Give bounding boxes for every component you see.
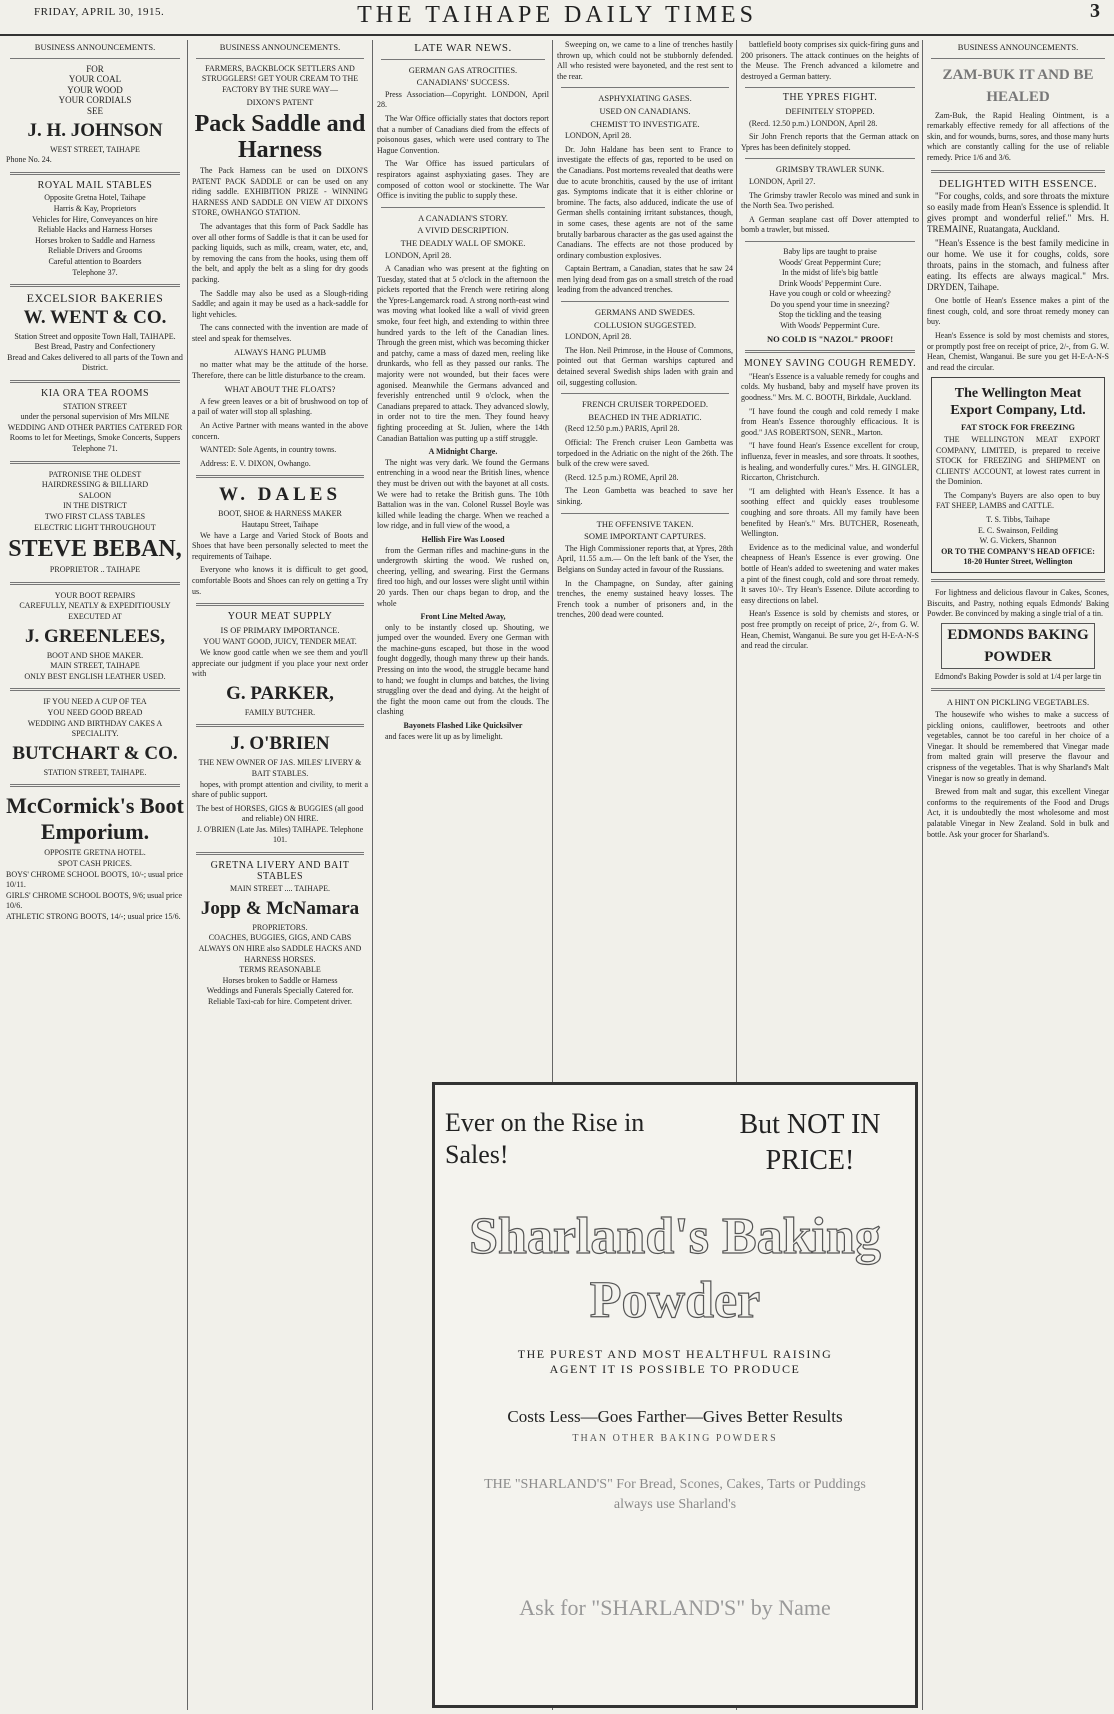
obrien-name: J. O'BRIEN — [230, 733, 330, 755]
ad-costs-line: Costs Less—Goes Farther—Gives Better Results — [507, 1407, 843, 1426]
column-2: BUSINESS ANNOUNCEMENTS. FARMERS, BACKBLOCK SETTLERS AND STRUGGLERS! GET YOUR CREAM TO THE FACTORY BY THE SURE WAY— DIXON'S PATENT Pack Saddle and Harness The Pack Harness can be used on DIXON'S PATENT PACK SADDLE or can be used on any riding saddle. EXHIBITION PRIZE - WINNING HARNESS AND SADDLE ON VIEW AT DIXON'S STORE, OWHANGO STATION. The advantages that this form of Pack Saddle has over all other forms of Saddle is that it can be used for packing liquids, such as milk, cream, water, etc, and, by removing the cans from the hooks, using them off the belt, and apply the belt as a sling for dry goods packing. The Saddle may also be used as a Slough-riding Saddle; and again it may be used as a hack-saddle for light vehicles. The cans connected with the invention are made of steel and speak for themselves. ALWAYS HANG PLUMB no matter what may be the attitude of the horse. Therefore, there can be little disturbance to the cream. WHAT ABOUT THE FLOATS? A few green leaves or a bit of brushwood on top of a pail of water will stop all splashing. An Active Partner with means wanted in the above concern. WANTED: Sole Agents, in country towns. Address: E. V. DIXON, Owhango. W. DALES BOOT, SHOE & HARNESS MAKER Hautapu Street, Taihape We have a Large and Varied Stock of Boots and Shoes that have been personally selected to meet the requirements of Taihape. Everyone who knows it is difficult to get good, comfortable Boots and Shoes can rely on getting a Try us. YOUR MEAT SUPPLY IS OF PRIMARY IMPORTANCE. YOU WANT GOOD, JUICY, TENDER MEAT. We know good cattle when we see them and you'll appreciate our judgment if you place your next order with G. PARKER, FAMILY BUTCHER. J. O'BRIEN THE NEW OWNER OF JAS. MILES' LIVERY & BAIT STABLES. hopes, with prompt attention and civility, to merit a share of public support. The best of HORSES, GIGS & BUGGIES (all good and reliable) ON HIRE. J. O'BRIEN (Late Jas. Miles) TAIHAPE. Telephone 101. GRETNA LIVERY AND BAIT STABLES MAIN STREET .... TAIHAPE. Jopp & McNamara PROPRIETORS. COACHES, BUGGIES, GIGS, AND CABS ALWAYS ON HIRE also SADDLE HACKS AND HARNESS HORSES. TERMS REASONABLE Horses broken to Saddle or Harness Weddings and Funerals Specially Catered for. Reliable Taxi-cab for hire. Competent driver. — [192, 42, 368, 1006]
ad-faded-text: THE "SHARLAND'S" For Bread, Scones, Cakes, Tarts or Puddings always use Sharland's — [484, 1477, 866, 1512]
stables-heading: ROYAL MAIL STABLES — [37, 179, 153, 191]
ad-than-line: THAN OTHER BAKING POWDERS — [572, 1433, 778, 1444]
coal-merchant: J. H. JOHNSON — [27, 119, 163, 141]
dales-name: W. DALES — [218, 484, 342, 506]
column-rule — [372, 40, 373, 1710]
zambuk-heading: ZAM-BUK IT AND BE HEALED — [942, 66, 1094, 105]
coal-ad: FOR YOUR COAL YOUR WOOD YOUR CORDIALS SEE — [58, 63, 132, 116]
bootmaker-name: J. GREENLEES, — [25, 625, 165, 647]
ad-right-slogan: But NOT IN PRICE! — [739, 1109, 881, 1176]
meat-company-ad: The Wellington Meat Export Company, Ltd. FAT STOCK FOR FREEZING THE WELLINGTON MEAT EXPORT COMPANY, LIMITED, is prepared to receive STOCK for FREEZING and SHIPMENT on CLIENTS' ACCOUNT, at lowest rates current in the Dominion. The Company's Buyers are also open to buy FAT SHEEP, LAMBS and CATTLE. T. S. Tibbs, Taihape E. C. Swainson, Feilding W. G. Vickers, Shannon OR TO THE COMPANY'S HEAD OFFICE: 18-20 Hunter Street, Wellington — [931, 377, 1105, 573]
baker-name: BUTCHART & CO. — [12, 742, 178, 764]
ad-left-slogan: Ever on the Rise in Sales! — [445, 1108, 645, 1169]
column-4: Sweeping on, we came to a line of trenches hastily thrown up, which could not be stubbornly defended. All who resisted were bayoneted, and the rest sent to the rear. ASPHYXIATING GASES. USED ON CANADIANS. CHEMIST TO INVESTIGATE. LONDON, April 28. Dr. John Haldane has been sent to France to investigate the effects of gas, reported to be used on the Canadians. Post mortems revealed that deaths were due to acute bronchitis, caused by the use of irritant gas. Symptoms indicate that it is either chlorine or bromine. The facts, also adduced, indicate the use of German shells containing irritant substances, though, in some cases, these agents are not of the same brutally barbarous character as the gas used against the Canadians. The effects are not those produced by ordinary combustion explosives. Captain Bertram, a Canadian, states that he saw 24 men lying dead from gas on a small stretch of the road leading from the advanced trenches. GERMANS AND SWEDES. COLLUSION SUGGESTED. LONDON, April 28. The Hon. Neil Primrose, in the House of Commons, pointed out that German warships captured and detained several Swedish ships laden with grain and oil, suggesting collusion. FRENCH CRUISER TORPEDOED. BEACHED IN THE ADRIATIC. (Recd 12.50 p.m.) PARIS, April 28. Official: The French cruiser Leon Gambetta was torpedoed in the Adriatic on the night of the 26th. The bulk of the crew were saved. (Recd. 12.5 p.m.) ROME, April 28. The Leon Gambetta was beached to save her sinking. THE OFFENSIVE TAKEN. SOME IMPORTANT CAPTURES. The High Commissioner reports that, at Ypres, 28th April, 11.55 a.m.— On the left bank of the Yser, the Belgians on Sunday acted in favour of the Russians. In the Champagne, on Sunday, after gaining trenches, the enemy sustained heavy losses. The French took a number of prisoners and, in the trenches, 200 dead were counted. — [557, 40, 733, 620]
column-3: LATE WAR NEWS. GERMAN GAS ATROCITIES. CANADIANS' SUCCESS. Press Association—Copyright. LONDON, April 28. The War Office officially states that doctors report that a number of Canadians died from the effects of poisonous gases, which were used contrary to The Hague Convention. The War Office has issued particulars of respirators against asphyxiating gases. They are composed of cotton wool or stockinette. The War Office is inviting the public to supply these. A CANADIAN'S STORY. A VIVID DESCRIPTION. THE DEADLY WALL OF SMOKE. LONDON, April 28. A Canadian who was present at the fighting on Tuesday, stated that at 5 o'clock in the afternoon the pickets reported that the French were retiring along the Ypres-Langemarck road. A strong north-east wind was moving what looked like a wall of vivid green smoke, four feet high, and extending to within three hundred yards to the left of the Canadian lines. Through the green mist, which was becoming thicker and patchy, came a mass of dazed men, reeling like drunkards, who fell as they passed our ranks. The majority were not wounded, but their faces were agonised. Meanwhile the Germans advanced and feverishly entrenched until 9 o'clock, when the Canadians prepared to attack. They advanced slowly, in order not to tire the men. They found heavy fighting proceeding at St. Julien, where the 14th Canadian Battalion was putting up a stiff struggle. A Midnight Charge. The night was very dark. We found the Germans entrenching in a wood near the British lines, whence they must be driven out with the bayonet at all costs. We were had to retake the British guns. The 10th Battalion was in the van. Colonel Russel Boyle was killed while leading the charge. When we reached a low ridge, and in full view of the wood, a Hellish Fire Was Loosed from the German rifles and machine-guns in the undergrowth skirting the wood. We rushed on, cheering, yelling, and swearing. First the Germans fired too high, and our losses were slight until within 20 yards. Then our chaps began to drop, and the whole Front Line Melted Away, only to be instantly closed up. Shouting, we jumped over the wounded. Every one German with the machine-guns escaped, but those in the wood fought doggedly, though many threw up their hands. Pressing on into the wood, the struggle became hand to hand; we fought in clumps and batches, the living struggling over the dead and dying. At the height of the fight the moon came out from the clouds. The clashing Bayonets Flashed Like Quicksilver and faces were lit up as by limelight. — [377, 42, 549, 741]
newspaper-title: THE TAIHAPE DAILY TIMES — [357, 2, 757, 28]
jopp-name: Jopp & McNamara — [200, 897, 360, 919]
ad-brand-name: Sharland's Baking Powder — [469, 1208, 881, 1329]
section-header: BUSINESS ANNOUNCEMENTS. — [957, 42, 1079, 52]
boot-emporium-name: McCormick's Boot Emporium. — [6, 793, 184, 845]
section-header: BUSINESS ANNOUNCEMENTS. — [34, 42, 156, 52]
issue-date: FRIDAY, APRIL 30, 1915. — [34, 6, 165, 18]
stables-text: Opposite Gretna Hotel, Taihape Harris & Kay, Proprietors Vehicles for Hire, Conveyances on hire Reliable Hacks and Harness Horses Horses broken to Saddle and Harness Reliable Drivers and Grooms Careful attention to Boarders Telephone 37. — [32, 193, 158, 277]
edmonds-logo: EDMONDS BAKING POWDER — [941, 623, 1095, 669]
masthead — [0, 0, 1114, 36]
column-rule — [922, 40, 923, 1710]
tea-rooms-heading: KIA ORA TEA ROOMS — [40, 388, 150, 400]
page-number: 3 — [1090, 0, 1100, 22]
column-1: BUSINESS ANNOUNCEMENTS. FOR YOUR COAL YOUR WOOD YOUR CORDIALS SEE J. H. JOHNSON WEST STREET, TAIHAPE Phone No. 24. ROYAL MAIL STABLES Opposite Gretna Hotel, Taihape Harris & Kay, Proprietors Vehicles for Hire, Conveyances on hire Reliable Hacks and Harness Horses Horses broken to Saddle and Harness Reliable Drivers and Grooms Careful attention to Boarders Telephone 37. EXCELSIOR BAKERIES W. WENT & CO. Station Street and opposite Town Hall, TAIHAPE. Best Bread, Pastry and Confectionery Bread and Cakes delivered to all parts of the Town and District. KIA ORA TEA ROOMS STATION STREET under the personal supervision of Mrs MILNE WEDDING AND OTHER PARTIES CATERED FOR Rooms to let for Meetings, Smoke Concerts, Suppers Telephone 71. PATRONISE THE OLDEST HAIRDRESSING & BILLIARD SALOON IN THE DISTRICT TWO FIRST CLASS TABLES ELECTRIC LIGHT THROUGHOUT STEVE BEBAN, PROPRIETOR .. TAIHAPE YOUR BOOT REPAIRS CAREFULLY, NEATLY & EXPEDITIOUSLY EXECUTED AT J. GREENLEES, BOOT AND SHOE MAKER. MAIN STREET, TAIHAPE ONLY BEST ENGLISH LEATHER USED. IF YOU NEED A CUP OF TEA YOU NEED GOOD BREAD WEDDING AND BIRTHDAY CAKES A SPECIALITY. BUTCHART & CO. STATION STREET, TAIHAPE. McCormick's Boot Emporium. OPPOSITE GRETNA HOTEL. SPOT CASH PRICES. BOYS' CHROME SCHOOL BOOTS, 10/-; usual price 10/11. GIRLS' CHROME SCHOOL BOOTS, 9/6; usual price 10/6. ATHLETIC STRONG BOOTS, 14/-; usual price 15/6. — [6, 42, 184, 921]
pack-saddle-title: Pack Saddle and Harness — [194, 110, 366, 163]
ad-ask-line: Ask for "SHARLAND'S" by Name — [519, 1595, 831, 1620]
ad-purity-line: THE PUREST AND MOST HEALTHFUL RAISING AGENT IT IS POSSIBLE TO PRODUCE — [517, 1347, 833, 1376]
peppermint-verse: Baby lips are taught to praise Woods' Great Peppermint Cure; In the midst of life's big battle Drink Woods' Peppermint Cure. Have you cough or cold or wheezing? Do you spend your time in sneezing? Stop the tickling and the teasing With Woods' Peppermint Cure. — [769, 246, 891, 331]
column-6: BUSINESS ANNOUNCEMENTS. ZAM-BUK IT AND BE HEALED Zam-Buk, the Rapid Healing Ointment, is a remarkably effective remedy for all affections of the skin, and for wounds, burns, sores, and those many hurts which are constantly calling for the use of reliable remedy. Price 1/6 and 3/6. DELIGHTED WITH ESSENCE. "For coughs, colds, and sore throats the mixture so easily made from Hean's Essence is splendid. It gives prompt and wonderful relief." Mrs. H. TREMAINE, Ruatangata, Auckland. "Hean's Essence is the best family medicine in our home. We use it for coughs, colds, sore throats, pains in the stomach, and fulness after eating. Its effects are always magical." Mrs. DRYDEN, Taihape. One bottle of Hean's Essence makes a pint of the finest cough, cold, and sore throat remedy money can buy. Hean's Essence is sold by most chemists and stores, or promptly post free on receipt of price, 2/-, from G. W. Hean, Chemist, Wanganui. Be sure you get H-E-A-N-S and read the circular. The Wellington Meat Export Company, Ltd. FAT STOCK FOR FREEZING THE WELLINGTON MEAT EXPORT COMPANY, LIMITED, is prepared to receive STOCK for FREEZING and SHIPMENT on CLIENTS' ACCOUNT, at lowest rates current in the Dominion. The Company's Buyers are also open to buy FAT SHEEP, LAMBS and CATTLE. T. S. Tibbs, Taihape E. C. Swainson, Feilding W. G. Vickers, Shannon OR TO THE COMPANY'S HEAD OFFICE: 18-20 Hunter Street, Wellington For lightness and delicious flavour in Cakes, Scones, Biscuits, and Pastry, nothing equals Edmonds' Baking Powder. Be convinced by making a single trial of a tin. EDMONDS BAKING POWDER Edmond's Baking Powder is sold at 1/4 per large tin A HINT ON PICKLING VEGETABLES. The housewife who wishes to make a success of pickling onions, cauliflower, beetroots and other vegetables, cannot be too careful in her choice of a Vinegar. It should be remembered that Vinegar made from malted grain will preserve the flavour and crispness of the vegetables. That is why Sharland's Malt Vinegar is now so greatly in demand. Brewed from malt and sugar, this excellent Vinegar conforms to the requirements of the Food and Drugs Act, it is undoubtedly the most wholesome and most palatable Vinegar in New Zealand. Sold in bulk and bottle. Ask your grocer for Sharland's. — [927, 42, 1109, 839]
bakery-heading: EXCELSIOR BAKERIES — [26, 291, 164, 306]
column-5: battlefield booty comprises six quick-firing guns and 200 prisoners. The attack continues on the heights of the Meuse. The French advanced a kilometre and destroyed a German battery. THE YPRES FIGHT. DEFINITELY STOPPED. (Recd. 12.50 p.m.) LONDON, April 28. Sir John French reports that the German attack on Ypres has been definitely stopped. GRIMSBY TRAWLER SUNK. LONDON, April 27. The Grimsby trawler Recolo was mined and sunk in the North Sea. Two perished. A German seaplane cast off Dover attempted to bomb a trawler, but missed. Baby lips are taught to praise Woods' Great Peppermint Cure; In the midst of life's big battle Drink Woods' Peppermint Cure. Have you cough or cold or wheezing? Do you spend your time in sneezing? Stop the tickling and the teasing With Woods' Peppermint Cure. NO COLD IS "NAZOL" PROOF! MONEY SAVING COUGH REMEDY. "Hean's Essence is a valuable remedy for coughs and colds. My husband, baby and myself have proven its goodness." Mrs. M. C. BOOTH, Birkdale, Auckland. "I have found the cough and cold remedy I make from Hean's Essence thoroughly efficacious. It is good." JAS ROBERTSON, SENR., Marton. "I have found Hean's Essence excellent for croup, influenza, fever in measles, and sore throats. It soothes, is healing, and wonderfully cures." Mrs. H. GINGLER, Riccarton, Christchurch. "I am delighted with Hean's Essence. It has a soothing effect and quickly eases troublesome coughing and sore throats. All my family have been benefited by Hean's." Mrs. BUTCHER, Roseneath, Wellington. Evidence as to the medicinal value, and wonderful cheapness of Hean's Essence is ever growing. One bottle of Hean's added to sweetening and water makes a pint of the finest cough, cold and sore throat remedy. It saves 10/-. Try Hean's Essence. Dilute according to easy directions on label. Hean's Essence is sold by chemists and stores, or post free promptly on receipt of price, 2/-, from G. W. Hean, Chemist, Wanganui. Be sure you get H-E-A-N-S and read the circular. — [741, 40, 919, 651]
butcher-name: G. PARKER, — [226, 682, 334, 704]
bakery-name: W. WENT & CO. — [23, 306, 167, 328]
column-rule — [187, 40, 188, 1710]
hairdresser-ad: PATRONISE THE OLDEST HAIRDRESSING & BILLIARD SALOON IN THE DISTRICT TWO FIRST CLASS TABLES ELECTRIC LIGHT THROUGHOUT — [34, 469, 156, 532]
gretna-heading: GRETNA LIVERY AND BAIT STABLES — [210, 860, 350, 882]
sharlands-advertisement — [432, 1082, 918, 1708]
meat-heading: YOUR MEAT SUPPLY — [227, 611, 333, 623]
hairdresser-name: STEVE BEBAN, — [8, 536, 182, 563]
war-news-heading: LATE WAR NEWS. — [414, 42, 512, 54]
section-header: BUSINESS ANNOUNCEMENTS. — [219, 42, 341, 52]
